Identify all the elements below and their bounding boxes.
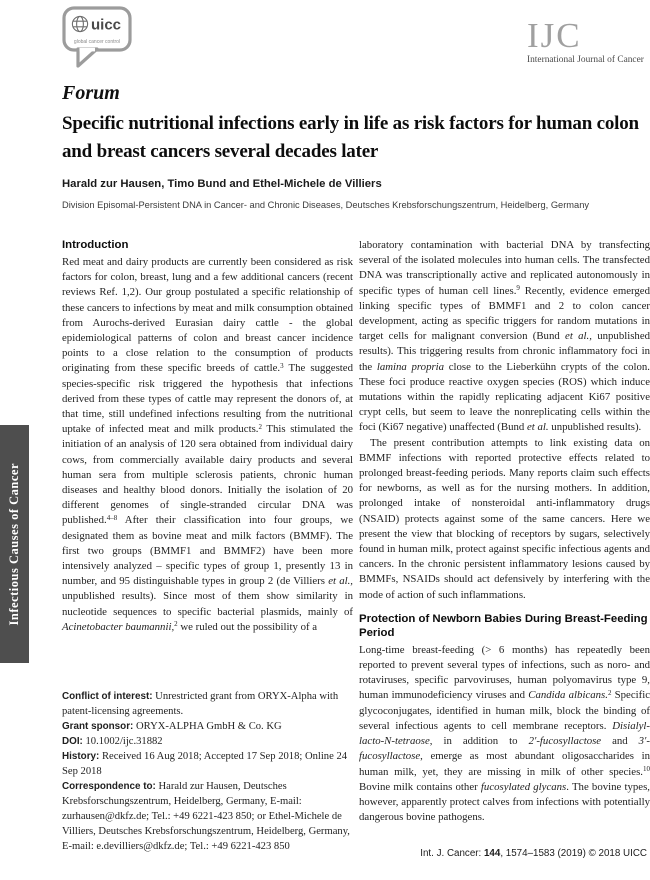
text-run: Bovine milk contains other: [359, 780, 481, 793]
text-run: Disialyl-lacto-N-tetraose: [359, 719, 650, 748]
text-run: This stimulated the initiation of an analysis of 120 sera obtained from individual dairy cows, from commercially available dairy products and several human sera from multiple sclerosis patients, chronic human diseases and healthy blood donors. Initially the isolation of 20 different genomes of single-stranded circular DNA was published.: [62, 423, 353, 527]
speech-bubble-tail-icon: [78, 49, 97, 66]
text-run: Int. J. Cancer:: [420, 848, 484, 859]
uicc-logo: [62, 6, 134, 70]
text-run: et al.: [527, 421, 549, 434]
text-run: lamina propria: [376, 360, 445, 373]
footnote-history: [62, 749, 356, 779]
text-run: Conflict of interest:: [62, 691, 153, 702]
paragraph-continuation: [359, 238, 650, 436]
text-run: DOI:: [62, 736, 83, 747]
text-run: and: [601, 735, 639, 748]
text-run: 10: [643, 765, 650, 773]
article-authors: Harald zur Hausen, Timo Bund and Ethel-Michele de Villiers: [62, 178, 382, 190]
article-type-label: Forum: [62, 82, 120, 104]
text-run: . The bovine types, however, apparently protect calves from infections with potentially dangerous bovine pathogens.: [359, 780, 650, 824]
series-label: Infectious Causes of Cancer: [7, 462, 21, 626]
text-run: ORYX-ALPHA GmbH & Co. KG: [133, 721, 282, 732]
text-run: 2: [607, 688, 612, 697]
text-run: et al.,: [328, 575, 353, 588]
footnotes-block: [62, 689, 356, 854]
uicc-wordmark: uicc: [91, 16, 122, 34]
text-run: laboratory contamination with bacterial DNA by transfecting several of the isolated molecules into human cells. The transfected DNA was transcriptionally active and replicated autonomously in specific types of human cell lines.: [359, 239, 650, 297]
text-run: Recently, evidence emerged linking specific types of BMMF1 and 2 to colon cancer development, acting as specific triggers for random mutations in target cells for malignant conversion (Bund: [359, 284, 650, 343]
text-run: The present contribution attempts to link existing data on BMMF infections with reported protective effects related to prolonged breast-feeding periods. Many reports claim such effects for newborns, as well as for the nursing mothers. In addition, prolonged intake of nonsteroidal anti-inflammatory drugs (NSAID) protects against some of the same cancers. Here we present the view that blocking of receptors by sugars, selectively found in human milk, protect against specific infectious agents and cancers. In the chronic persistent inflammatory lesions caused by BMMFs, NSAIDs should act defensively by interfering with the mode of action of such inflammations.: [359, 436, 650, 601]
text-run: History:: [62, 751, 100, 762]
text-run: we ruled out the possibility of a: [177, 620, 318, 633]
page-footer-citation: [420, 848, 647, 859]
left-column: [62, 238, 353, 635]
text-run: unpublished results).: [548, 421, 642, 434]
text-run: Harald zur Hausen, Deutsches Krebsforschungszentrum, Heidelberg, Germany, E-mail: zurhausen@dkfz.de; Tel.: +49 6221-423 850; or Ethel-Michele de Villiers, Deutsches Krebsforschungszentrum, Heidelberg, Germany, E-mail: e.devilliers@dkfz.de; Tel.: +49 6221-423 850: [62, 781, 350, 852]
text-run: 3: [280, 361, 284, 370]
paragraph-breast-feeding: [359, 643, 650, 825]
text-run: Correspondence to:: [62, 781, 156, 792]
journal-name: International Journal of Cancer: [527, 55, 644, 65]
text-run: Grant sponsor:: [62, 721, 134, 732]
text-run: 10.1002/ijc.31882: [82, 736, 163, 747]
text-run: Long-time breast-feeding (> 6 months) has repeatedly been reported to prevent several types of infections, such as noro- and rotaviruses, specific parvoviruses, human polyomavirus type 9, human immunodeficiency viruses and: [359, 643, 650, 702]
text-run: Specific glycoconjugates, identified in human milk, block the binding of several infectious agents to cell membrane receptors.: [359, 689, 650, 732]
footnote-conflict-of-interest: [62, 689, 356, 719]
text-run: Candida albicans.: [528, 689, 608, 702]
journal-abbr: IJC: [527, 16, 582, 55]
section-heading-introduction: Introduction: [62, 239, 129, 251]
text-run: 2: [174, 620, 178, 629]
text-run: After their classification into four groups, we designated them as bovine meat and milk factors (BMMF). The first two groups (BMMF1 and BMMF2) have been more intensively analyzed – specific types of group 1, presently 13 in number, and 95 distinguishable types in group 2 (de Villiers: [62, 514, 353, 588]
footnote-grant-sponsor: [62, 719, 356, 734]
text-run: 4–8: [106, 513, 118, 522]
text-run: Red meat and dairy products are currently been considered as risk factors for colon, breast, lung and a few additional cancers (recent reviews Ref. 1,2). Our group postulated a specific relationship of these cancers to infections by meat and milk consumption obtained from Aurochs-derived Eurasian dairy cattle - the global epidemiological patterns of colon and breast cancer incidence points to a close relation to the consumption of products originating from these specific breeds of cattle.: [62, 256, 353, 375]
text-run: close to the Lieberkühn crypts of the colon. These foci produce reactive oxygen species (ROS) which induce mutations within the rapidly replicating adjacent Ki67 positive crypt cells, but seem to leave the nonreplicating cells within the foci (Ki67 negative) unaffected (Bund: [359, 360, 650, 434]
text-run: , in addition to: [429, 735, 529, 748]
text-run: 2′-fucosyllactose: [528, 735, 602, 748]
text-run: , emerge as most abundant oligosaccharides in human milk, yet, they are missing in milk of other species.: [359, 750, 650, 778]
text-run: 3′-fucosyllactose: [359, 735, 650, 763]
text-run: 9: [516, 284, 520, 293]
article-title: Specific nutritional infections early in life as risk factors for human colon and breast cancers several decades later: [62, 113, 639, 162]
text-run: 144: [483, 848, 501, 859]
text-run: unpublished results). Since most of them show similarity in nucleotide sequences to specific bacterial plasmids, mainly of: [62, 590, 353, 618]
article-affiliation: Division Episomal-Persistent DNA in Cancer- and Chronic Diseases, Deutsches Krebsforschungszentrum, Heidelberg, Germany: [62, 200, 590, 210]
text-run: unpublished results). This triggering results from chronic inflammatory foci in the: [359, 330, 650, 373]
right-column: [359, 238, 650, 825]
text-run: 2: [258, 422, 262, 431]
uicc-logo-graphic: [62, 6, 134, 70]
journal-logo: [527, 18, 648, 65]
footnote-correspondence: [62, 779, 356, 854]
footnote-doi: [62, 734, 356, 749]
text-run: fucosylated glycans: [480, 780, 567, 793]
text-run: , 1574–1583 (2019) © 2018 UICC: [500, 848, 647, 859]
uicc-tagline: global cancer control: [73, 39, 121, 45]
paragraph-present-contribution: [359, 436, 650, 603]
series-sidebar: [0, 425, 29, 663]
text-run: Acinetobacter baumannii,: [62, 620, 175, 633]
text-run: et al.,: [565, 330, 592, 343]
text-run: Received 16 Aug 2018; Accepted 17 Sep 2018; Online 24 Sep 2018: [62, 751, 348, 777]
section-heading-protection: Protection of Newborn Babies During Breast-Feeding Period: [359, 612, 648, 639]
text-run: The suggested species-specific risk triggered the hypothesis that infections derived from these types of cattle may represent the donors of, at that time, still undefined infections resulting from the nutritional uptake of infected meat and milk products.: [62, 362, 353, 436]
text-run: Unrestricted grant from ORYX-Alpha with patent-licensing agreements.: [62, 691, 339, 717]
paragraph-intro: [62, 255, 353, 635]
